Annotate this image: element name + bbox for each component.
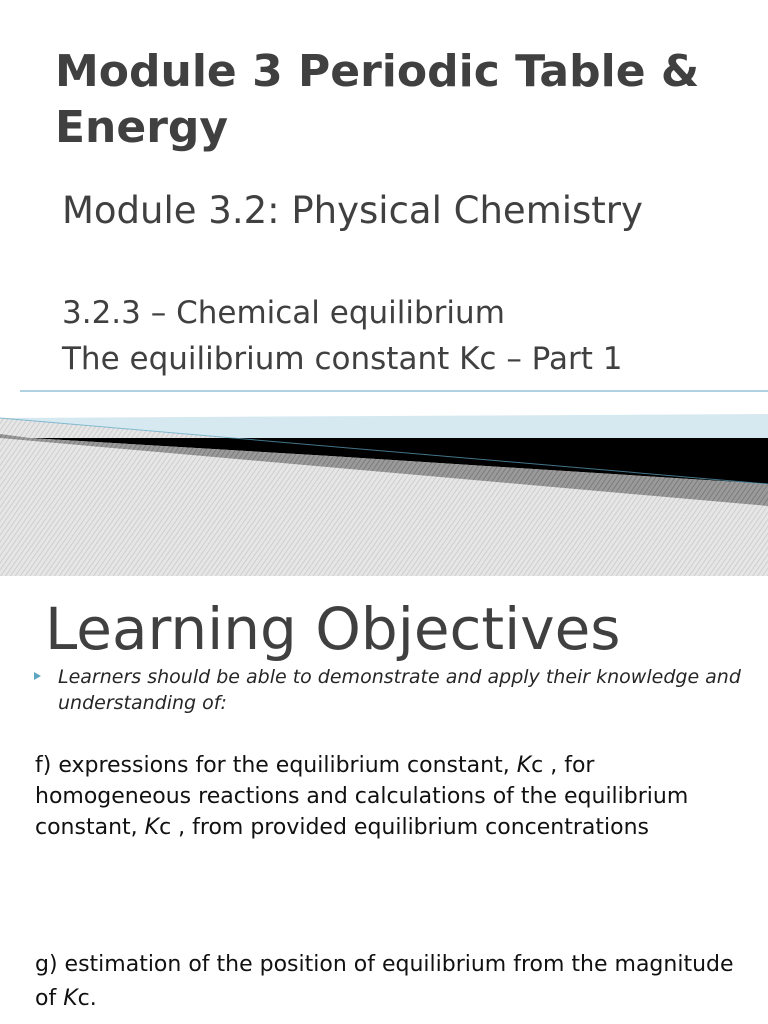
objectives-slide xyxy=(0,576,768,1024)
topic-line: 3.2.3 – Chemical equilibrium xyxy=(62,295,505,331)
objective-f-text-1: f) expressions for the equilibrium constant, xyxy=(35,753,517,778)
kc-symbol: K xyxy=(63,986,78,1011)
bullet-text: Learners should be able to demonstrate and apply their knowledge and understanding of: xyxy=(58,666,741,714)
objective-g-text-1: g) estimation of the position of equilibrium from the magnitude of xyxy=(35,952,734,1011)
slide-title: Module 3 Periodic Table & Energy xyxy=(55,46,700,153)
objective-g-text-2: c. xyxy=(77,986,97,1011)
kc-symbol: K xyxy=(516,753,532,778)
list-item xyxy=(30,664,760,716)
objective-f-text-3: c , from provided equilibrium concentrations xyxy=(159,815,650,840)
slide-subtitle: Module 3.2: Physical Chemistry xyxy=(62,189,643,232)
objective-g xyxy=(35,948,735,1016)
decorative-band xyxy=(0,388,768,576)
bullet-arrow-icon xyxy=(34,672,41,680)
objective-f xyxy=(35,750,735,843)
subtopic-line: The equilibrium constant Kc – Part 1 xyxy=(62,341,623,377)
objective-f-text-2: c , for homogeneous reactions and calculations of the equilibrium constant, xyxy=(35,753,689,840)
kc-symbol: K xyxy=(144,815,160,840)
objectives-heading: Learning Objectives xyxy=(45,595,621,663)
